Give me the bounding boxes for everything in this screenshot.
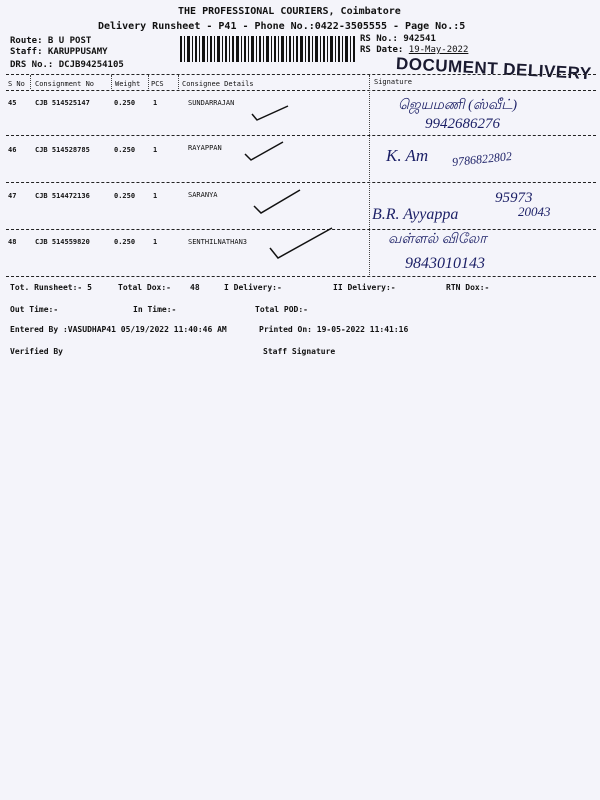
table-bottom-rule — [6, 276, 596, 277]
signature-45-name: ஜெயமணி (ஸ்வீட்) — [398, 98, 518, 113]
total-pod: Total POD:- — [255, 305, 308, 314]
row-consignment: CJB 514528785 — [35, 146, 90, 154]
signature-48-phone: 9843010143 — [405, 255, 485, 272]
row-pcs: 1 — [153, 192, 158, 200]
signature-47-name: B.R. Ayyappa — [372, 206, 459, 223]
signature-46-name: K. Am — [386, 146, 429, 165]
i-delivery: I Delivery:- — [224, 283, 282, 292]
row-weight: 0.250 — [114, 146, 136, 154]
col-divider — [148, 75, 149, 89]
checkmark-icon — [268, 226, 334, 262]
rs-date — [360, 45, 468, 55]
col-divider — [178, 75, 179, 89]
col-divider — [111, 75, 112, 89]
rs-number: RS No.: 942541 — [360, 34, 436, 44]
total-dox-label: Total Dox:- — [118, 283, 171, 292]
row-pcs: 1 — [153, 146, 158, 154]
signature-48-name: வள்ளல் விலோ — [388, 232, 487, 247]
row-pcs: 1 — [153, 238, 158, 246]
entered-by: Entered By :VASUDHAP41 05/19/2022 11:40:46 AM — [10, 325, 227, 334]
rtn-dox: RTN Dox:- — [446, 283, 490, 292]
rs-date-value: 19-May-2022 — [408, 45, 469, 55]
signature-47-number-2: 20043 — [518, 204, 551, 219]
signature-45-phone: 9942686276 — [425, 116, 500, 132]
tot-runsheet: Tot. Runsheet:- 5 — [10, 283, 92, 292]
document-subtitle: Delivery Runsheet - P41 - Phone No.:0422-3505555 - Page No.:5 — [98, 21, 466, 32]
staff-label: Staff: KARUPPUSAMY — [10, 47, 108, 57]
row-consignee: SUNDARRAJAN — [188, 99, 235, 107]
row-consignment: CJB 514472136 — [35, 192, 90, 200]
row-consignee: SARANYA — [188, 191, 218, 199]
drs-number: DRS No.: DCJB94254105 — [10, 60, 124, 70]
row-sno: 48 — [8, 238, 17, 246]
row-rule — [6, 182, 596, 183]
row-consignment: CJB 514525147 — [35, 99, 90, 107]
barcode — [178, 36, 356, 62]
verified-by: Verified By — [10, 347, 63, 356]
out-time: Out Time:- — [10, 305, 59, 314]
row-consignee: SENTHILNATHAN3 — [188, 238, 248, 246]
row-consignee: RAYAPPAN — [188, 144, 222, 152]
rs-date-label: RS Date: — [360, 45, 409, 55]
signature-col-divider — [369, 75, 370, 275]
col-divider — [30, 75, 31, 89]
route-label: Route: B U POST — [10, 36, 92, 46]
col-sno: S No — [8, 80, 25, 88]
signature-47-number: 95973 — [495, 190, 533, 206]
header-bottom-rule — [6, 90, 596, 91]
row-pcs: 1 — [153, 99, 158, 107]
signature-46-phone: 9786822802 — [451, 148, 513, 170]
in-time: In Time:- — [133, 305, 177, 314]
col-pcs: PCS — [151, 80, 164, 88]
col-weight: Weight — [115, 80, 141, 88]
row-sno: 47 — [8, 192, 17, 200]
row-weight: 0.250 — [114, 192, 136, 200]
row-sno: 45 — [8, 99, 17, 107]
row-weight: 0.250 — [114, 99, 136, 107]
row-rule — [6, 135, 596, 136]
document-delivery-stamp: DOCUMENT DELIVERY — [395, 54, 593, 84]
staff-signature: Staff Signature — [263, 347, 336, 356]
checkmark-icon — [243, 140, 285, 164]
ii-delivery: II Delivery:- — [333, 283, 396, 292]
printed-on: Printed On: 19-05-2022 11:41:16 — [259, 325, 409, 334]
header-top-rule — [6, 74, 596, 75]
document-title: THE PROFESSIONAL COURIERS, Coimbatore — [178, 6, 401, 17]
row-sno: 46 — [8, 146, 17, 154]
col-consignment: Consignment No — [35, 80, 95, 88]
row-consignment: CJB 514559820 — [35, 238, 90, 246]
col-consignee: Consignee Details — [182, 80, 254, 88]
checkmark-icon — [250, 104, 290, 124]
total-dox-value: 48 — [190, 283, 200, 292]
row-weight: 0.250 — [114, 238, 136, 246]
checkmark-icon — [252, 188, 302, 216]
col-signature: Signature — [374, 78, 412, 86]
